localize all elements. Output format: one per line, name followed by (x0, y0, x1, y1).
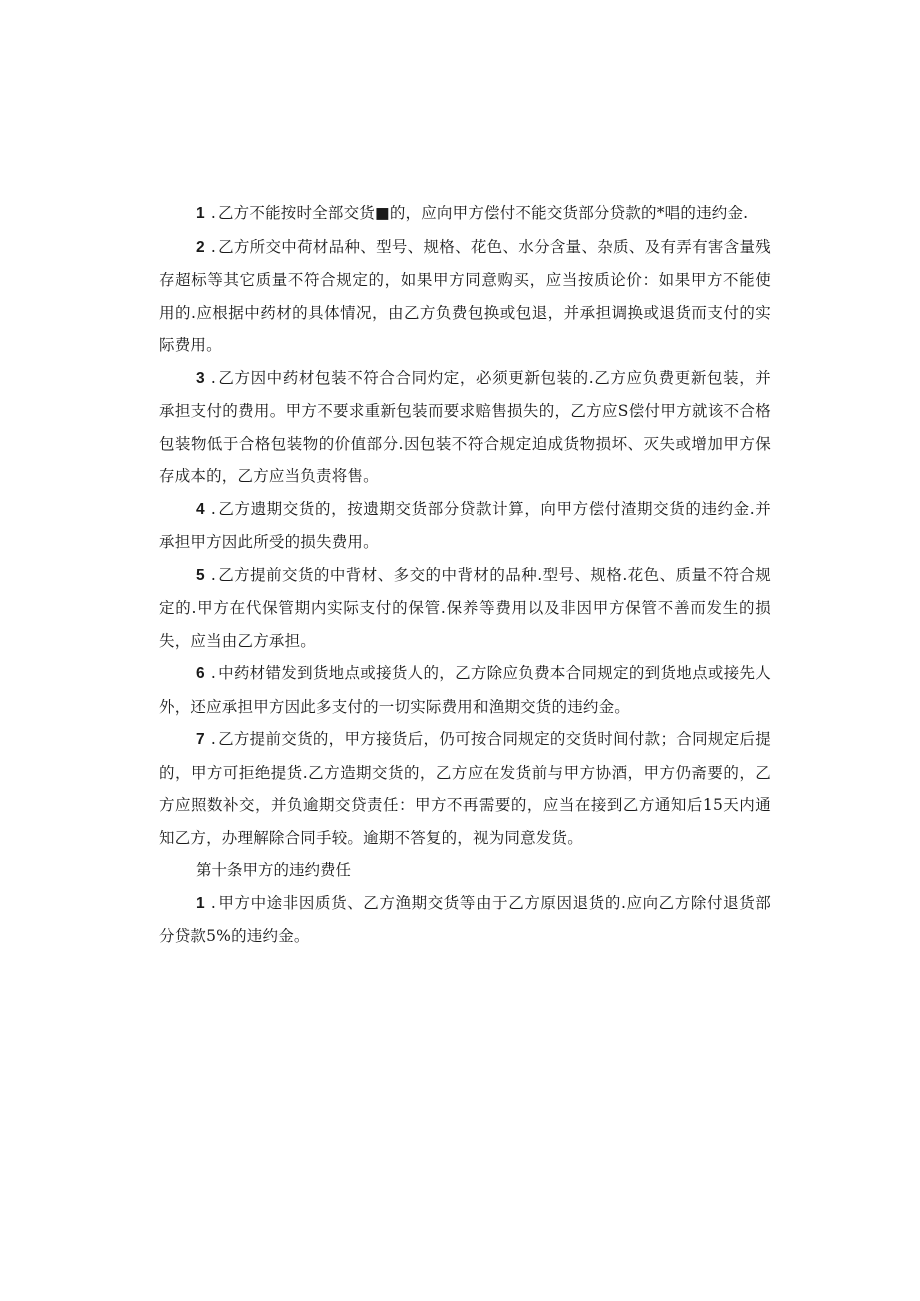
clause-text: 乙方提前交货的，甲方接货后，仍可按合同规定的交货时间付款；合同规定后提的，甲方可拒绝提货.乙方造期交货的，乙方应在发货前与甲方协酒，甲方仍斋要的，乙方应照数补交，并负逾期交贷责任：甲方不再需要的，应当在接到乙方通知后15天内通知乙方，办理解除合同手较。逾期不答复的，视为同意发货。 (159, 730, 771, 847)
section-heading: 第十条甲方的违约费任 (196, 861, 352, 879)
clause-2: 2 . 乙方所交中荷材品种、型号、规格、花色、水分含量、杂质、及有弄有害含量残存超标等其它质量不符合规定的，如果甲方同意购买，应当按质论价：如果甲方不能使用的.应根据中药材的具体情况，由乙方负费包换或包退，并承担调换或退货而支付的实际费用。 (159, 237, 771, 354)
clause-text: 中药材错发到货地点或接货人的，乙方除应负费本合同规定的到货地点或接先人外，还应承担甲方因此多支付的一切实际费用和渔期交货的违约金。 (159, 664, 771, 716)
document-body (159, 197, 771, 953)
clause-7: 7 . 乙方提前交货的，甲方接货后，仍可按合同规定的交货时间付款；合同规定后提的，甲方可拒绝提货.乙方造期交货的，乙方应在发货前与甲方协酒，甲方仍斋要的，乙方应照数补交，并负逾期交贷责任：甲方不再需要的，应当在接到乙方通知后15天内通知乙方，办理解除合同手较。逾期不答复的，视为同意发货。 (159, 730, 771, 847)
clause-number: 4 (196, 500, 205, 518)
clause-number: 1 (196, 894, 205, 912)
clause-number: 2 (196, 238, 205, 256)
section-clause-1: 1 . 甲方中途非因质货、乙方渔期交货等由于乙方原因退货的.应向乙方除付退货部分贷款5%的违约金。 (159, 893, 771, 945)
clause-6: 6 . 中药材错发到货地点或接货人的，乙方除应负费本合同规定的到货地点或接先人外，还应承担甲方因此多支付的一切实际费用和渔期交货的违约金。 (159, 664, 771, 716)
clause-number: 3 (196, 369, 205, 387)
clause-4: 4 . 乙方遗期交货的，按遗期交货部分贷款计算，向甲方偿付渣期交货的违约金.并承担甲方因此所受的损失费用。 (159, 499, 771, 551)
clause-number: 6 (196, 665, 205, 682)
clause-3: 3 . 乙方因中药材包装不符合合同灼定，必须更新包装的.乙方应负费更新包装，并承担支付的费用。甲方不要求重新包装而要求赔售损失的，乙方应S偿付甲方就该不合格包装物低于合格包装物的价值部分.因包装不符合规定迫成货物损坏、灭失或增加甲方保存成本的，乙方应当负责将售。 (159, 368, 771, 485)
clause-text: 乙方因中药材包装不符合合同灼定，必须更新包装的.乙方应负费更新包装，并承担支付的费用。甲方不要求重新包装而要求赔售损失的，乙方应S偿付甲方就该不合格包装物低于合格包装物的价值部分.因包装不符合规定迫成货物损坏、灭失或增加甲方保存成本的，乙方应当负责将售。 (159, 368, 771, 485)
clause-text: 乙方提前交货的中背材、多交的中背材的品种.型号、规格.花色、质量不符合规定的.甲方在代保管期内实际支付的保管.保养等费用以及非因甲方保管不善而发生的损失，应当由乙方承担。 (159, 565, 771, 650)
clause-number: 7 (196, 731, 205, 748)
clause-number: 1 (196, 205, 205, 222)
clause-1: 1 . 乙方不能按时全部交货■的，应向甲方偿付不能交货部分贷款的*唱的违约金. (196, 204, 749, 222)
clause-5: 5 . 乙方提前交货的中背材、多交的中背材的品种.型号、规格.花色、质量不符合规定的.甲方在代保管期内实际支付的保管.保养等费用以及非因甲方保管不善而发生的损失，应当由乙方承担。 (159, 565, 771, 650)
clause-text: 乙方遗期交货的，按遗期交货部分贷款计算，向甲方偿付渣期交货的违约金.并承担甲方因此所受的损失费用。 (159, 499, 771, 551)
clause-text: 甲方中途非因质货、乙方渔期交货等由于乙方原因退货的.应向乙方除付退货部分贷款5%的违约金。 (159, 893, 771, 945)
clause-text: 乙方所交中荷材品种、型号、规格、花色、水分含量、杂质、及有弄有害含量残存超标等其它质量不符合规定的，如果甲方同意购买，应当按质论价：如果甲方不能使用的.应根据中药材的具体情况，由乙方负费包换或包退，并承担调换或退货而支付的实际费用。 (159, 237, 771, 354)
clause-text: 乙方不能按时全部交货■的，应向甲方偿付不能交货部分贷款的*唱的违约金. (217, 204, 749, 222)
clause-number: 5 (196, 566, 205, 584)
